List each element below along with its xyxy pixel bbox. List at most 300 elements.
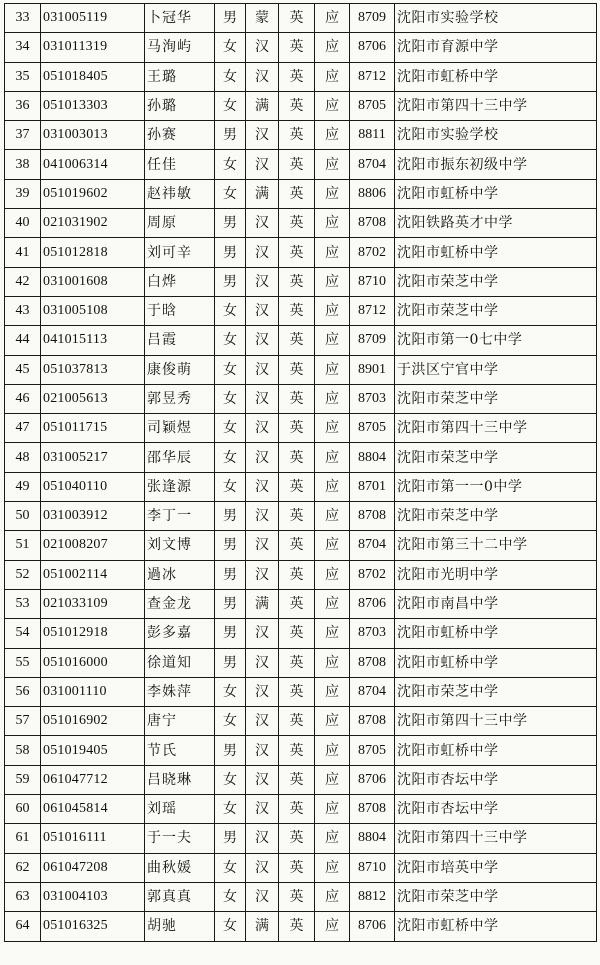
student-language-cell: 英 bbox=[279, 209, 315, 238]
table-row bbox=[5, 882, 597, 911]
student-type-cell: 应 bbox=[315, 33, 350, 62]
student-name-cell: 刘文博 bbox=[145, 531, 215, 560]
table-row bbox=[5, 267, 597, 296]
row-number-cell: 43 bbox=[5, 296, 41, 325]
table-row bbox=[5, 296, 597, 325]
exam-code-cell: 8804 bbox=[350, 443, 395, 472]
student-type-cell: 应 bbox=[315, 795, 350, 824]
table-row bbox=[5, 238, 597, 267]
student-language-cell: 英 bbox=[279, 824, 315, 853]
student-id-cell: 021031902 bbox=[41, 209, 145, 238]
table-row bbox=[5, 824, 597, 853]
student-sex-cell: 男 bbox=[215, 736, 246, 765]
student-language-cell: 英 bbox=[279, 648, 315, 677]
student-id-cell: 051011715 bbox=[41, 414, 145, 443]
student-id-cell: 051012818 bbox=[41, 238, 145, 267]
student-language-cell: 英 bbox=[279, 150, 315, 179]
table-row bbox=[5, 62, 597, 91]
student-name-cell: 查金龙 bbox=[145, 589, 215, 618]
student-type-cell: 应 bbox=[315, 912, 350, 941]
student-ethnicity-cell: 汉 bbox=[246, 150, 279, 179]
exam-code-cell: 8705 bbox=[350, 91, 395, 120]
exam-code-cell: 8804 bbox=[350, 824, 395, 853]
student-ethnicity-cell: 汉 bbox=[246, 33, 279, 62]
student-id-cell: 051016111 bbox=[41, 824, 145, 853]
exam-code-cell: 8706 bbox=[350, 765, 395, 794]
student-sex-cell: 女 bbox=[215, 355, 246, 384]
student-language-cell: 英 bbox=[279, 560, 315, 589]
student-id-cell: 051019602 bbox=[41, 179, 145, 208]
student-type-cell: 应 bbox=[315, 443, 350, 472]
student-language-cell: 英 bbox=[279, 179, 315, 208]
student-type-cell: 应 bbox=[315, 531, 350, 560]
table-row bbox=[5, 150, 597, 179]
table-row bbox=[5, 472, 597, 501]
student-name-cell: 唐宁 bbox=[145, 707, 215, 736]
exam-code-cell: 8708 bbox=[350, 795, 395, 824]
student-id-cell: 041015113 bbox=[41, 326, 145, 355]
school-name-cell: 沈阳市虹桥中学 bbox=[395, 912, 597, 941]
row-number-cell: 62 bbox=[5, 853, 41, 882]
exam-code-cell: 8811 bbox=[350, 121, 395, 150]
student-type-cell: 应 bbox=[315, 824, 350, 853]
student-sex-cell: 女 bbox=[215, 707, 246, 736]
exam-code-cell: 8812 bbox=[350, 882, 395, 911]
row-number-cell: 63 bbox=[5, 882, 41, 911]
exam-code-cell: 8706 bbox=[350, 589, 395, 618]
student-sex-cell: 男 bbox=[215, 589, 246, 618]
student-ethnicity-cell: 汉 bbox=[246, 765, 279, 794]
student-sex-cell: 男 bbox=[215, 121, 246, 150]
row-number-cell: 60 bbox=[5, 795, 41, 824]
student-ethnicity-cell: 满 bbox=[246, 179, 279, 208]
exam-code-cell: 8704 bbox=[350, 150, 395, 179]
row-number-cell: 61 bbox=[5, 824, 41, 853]
school-name-cell: 沈阳市第四十三中学 bbox=[395, 91, 597, 120]
school-name-cell: 沈阳市荣芝中学 bbox=[395, 384, 597, 413]
student-name-cell: 王璐 bbox=[145, 62, 215, 91]
student-sex-cell: 女 bbox=[215, 853, 246, 882]
student-sex-cell: 女 bbox=[215, 765, 246, 794]
exam-code-cell: 8708 bbox=[350, 648, 395, 677]
student-type-cell: 应 bbox=[315, 121, 350, 150]
student-type-cell: 应 bbox=[315, 91, 350, 120]
exam-code-cell: 8708 bbox=[350, 502, 395, 531]
student-name-cell: 邵华辰 bbox=[145, 443, 215, 472]
student-language-cell: 英 bbox=[279, 736, 315, 765]
student-type-cell: 应 bbox=[315, 677, 350, 706]
school-name-cell: 沈阳市虹桥中学 bbox=[395, 648, 597, 677]
table-row bbox=[5, 326, 597, 355]
school-name-cell: 沈阳市荣芝中学 bbox=[395, 677, 597, 706]
school-name-cell: 沈阳市虹桥中学 bbox=[395, 619, 597, 648]
school-name-cell: 沈阳铁路英才中学 bbox=[395, 209, 597, 238]
student-ethnicity-cell: 满 bbox=[246, 912, 279, 941]
student-ethnicity-cell: 汉 bbox=[246, 502, 279, 531]
student-language-cell: 英 bbox=[279, 91, 315, 120]
table-row bbox=[5, 4, 597, 33]
table-row bbox=[5, 502, 597, 531]
student-language-cell: 英 bbox=[279, 384, 315, 413]
student-id-cell: 061045814 bbox=[41, 795, 145, 824]
row-number-cell: 49 bbox=[5, 472, 41, 501]
student-ethnicity-cell: 汉 bbox=[246, 560, 279, 589]
exam-code-cell: 8706 bbox=[350, 912, 395, 941]
student-name-cell: 白烨 bbox=[145, 267, 215, 296]
student-roster-table bbox=[4, 3, 597, 942]
table-row bbox=[5, 121, 597, 150]
student-language-cell: 英 bbox=[279, 882, 315, 911]
school-name-cell: 沈阳市荣芝中学 bbox=[395, 502, 597, 531]
school-name-cell: 沈阳市实验学校 bbox=[395, 4, 597, 33]
student-ethnicity-cell: 汉 bbox=[246, 472, 279, 501]
student-id-cell: 031005217 bbox=[41, 443, 145, 472]
student-name-cell: 赵祎敏 bbox=[145, 179, 215, 208]
student-sex-cell: 男 bbox=[215, 648, 246, 677]
student-sex-cell: 女 bbox=[215, 150, 246, 179]
table-row bbox=[5, 736, 597, 765]
exam-code-cell: 8710 bbox=[350, 853, 395, 882]
school-name-cell: 沈阳市第四十三中学 bbox=[395, 414, 597, 443]
student-ethnicity-cell: 汉 bbox=[246, 414, 279, 443]
row-number-cell: 51 bbox=[5, 531, 41, 560]
school-name-cell: 沈阳市荣芝中学 bbox=[395, 296, 597, 325]
student-type-cell: 应 bbox=[315, 765, 350, 794]
row-number-cell: 50 bbox=[5, 502, 41, 531]
school-name-cell: 沈阳市杏坛中学 bbox=[395, 765, 597, 794]
student-sex-cell: 女 bbox=[215, 384, 246, 413]
student-language-cell: 英 bbox=[279, 619, 315, 648]
row-number-cell: 59 bbox=[5, 765, 41, 794]
student-sex-cell: 女 bbox=[215, 795, 246, 824]
student-id-cell: 051040110 bbox=[41, 472, 145, 501]
student-ethnicity-cell: 汉 bbox=[246, 355, 279, 384]
student-id-cell: 051037813 bbox=[41, 355, 145, 384]
student-id-cell: 031004103 bbox=[41, 882, 145, 911]
table-row bbox=[5, 648, 597, 677]
student-language-cell: 英 bbox=[279, 912, 315, 941]
student-type-cell: 应 bbox=[315, 179, 350, 208]
student-ethnicity-cell: 汉 bbox=[246, 619, 279, 648]
student-sex-cell: 男 bbox=[215, 209, 246, 238]
school-name-cell: 沈阳市荣芝中学 bbox=[395, 443, 597, 472]
student-sex-cell: 女 bbox=[215, 33, 246, 62]
student-language-cell: 英 bbox=[279, 267, 315, 296]
student-ethnicity-cell: 汉 bbox=[246, 648, 279, 677]
student-id-cell: 021033109 bbox=[41, 589, 145, 618]
student-id-cell: 051002114 bbox=[41, 560, 145, 589]
student-id-cell: 031005119 bbox=[41, 4, 145, 33]
student-type-cell: 应 bbox=[315, 619, 350, 648]
school-name-cell: 沈阳市第三十二中学 bbox=[395, 531, 597, 560]
student-id-cell: 051013303 bbox=[41, 91, 145, 120]
student-language-cell: 英 bbox=[279, 121, 315, 150]
student-sex-cell: 女 bbox=[215, 472, 246, 501]
student-ethnicity-cell: 满 bbox=[246, 91, 279, 120]
school-name-cell: 沈阳市光明中学 bbox=[395, 560, 597, 589]
row-number-cell: 33 bbox=[5, 4, 41, 33]
exam-code-cell: 8706 bbox=[350, 33, 395, 62]
student-ethnicity-cell: 汉 bbox=[246, 531, 279, 560]
student-type-cell: 应 bbox=[315, 238, 350, 267]
exam-code-cell: 8712 bbox=[350, 296, 395, 325]
exam-code-cell: 8806 bbox=[350, 179, 395, 208]
row-number-cell: 46 bbox=[5, 384, 41, 413]
student-id-cell: 031005108 bbox=[41, 296, 145, 325]
student-language-cell: 英 bbox=[279, 795, 315, 824]
student-id-cell: 051019405 bbox=[41, 736, 145, 765]
exam-code-cell: 8702 bbox=[350, 560, 395, 589]
student-name-cell: 孙璐 bbox=[145, 91, 215, 120]
table-row bbox=[5, 179, 597, 208]
school-name-cell: 沈阳市培英中学 bbox=[395, 853, 597, 882]
row-number-cell: 53 bbox=[5, 589, 41, 618]
student-name-cell: 于晗 bbox=[145, 296, 215, 325]
table-row bbox=[5, 765, 597, 794]
school-name-cell: 沈阳市第一一0中学 bbox=[395, 472, 597, 501]
school-name-cell: 于洪区宁官中学 bbox=[395, 355, 597, 384]
student-type-cell: 应 bbox=[315, 589, 350, 618]
student-type-cell: 应 bbox=[315, 472, 350, 501]
student-language-cell: 英 bbox=[279, 472, 315, 501]
row-number-cell: 52 bbox=[5, 560, 41, 589]
student-name-cell: 康俊萌 bbox=[145, 355, 215, 384]
table-row bbox=[5, 355, 597, 384]
student-sex-cell: 女 bbox=[215, 91, 246, 120]
student-ethnicity-cell: 满 bbox=[246, 589, 279, 618]
table-row bbox=[5, 560, 597, 589]
student-sex-cell: 男 bbox=[215, 4, 246, 33]
exam-code-cell: 8709 bbox=[350, 4, 395, 33]
exam-code-cell: 8705 bbox=[350, 414, 395, 443]
student-language-cell: 英 bbox=[279, 296, 315, 325]
student-name-cell: 李姝萍 bbox=[145, 677, 215, 706]
student-language-cell: 英 bbox=[279, 33, 315, 62]
student-name-cell: 周原 bbox=[145, 209, 215, 238]
table-row bbox=[5, 414, 597, 443]
student-sex-cell: 男 bbox=[215, 824, 246, 853]
row-number-cell: 57 bbox=[5, 707, 41, 736]
row-number-cell: 41 bbox=[5, 238, 41, 267]
student-name-cell: 任佳 bbox=[145, 150, 215, 179]
exam-code-cell: 8701 bbox=[350, 472, 395, 501]
student-type-cell: 应 bbox=[315, 736, 350, 765]
student-ethnicity-cell: 汉 bbox=[246, 121, 279, 150]
exam-code-cell: 8710 bbox=[350, 267, 395, 296]
student-type-cell: 应 bbox=[315, 502, 350, 531]
table-row bbox=[5, 912, 597, 941]
table-row bbox=[5, 33, 597, 62]
table-row bbox=[5, 209, 597, 238]
student-sex-cell: 男 bbox=[215, 502, 246, 531]
student-sex-cell: 男 bbox=[215, 560, 246, 589]
student-name-cell: 刘可辛 bbox=[145, 238, 215, 267]
table-row bbox=[5, 443, 597, 472]
student-name-cell: 节氏 bbox=[145, 736, 215, 765]
student-name-cell: 李丁一 bbox=[145, 502, 215, 531]
row-number-cell: 37 bbox=[5, 121, 41, 150]
school-name-cell: 沈阳市荣芝中学 bbox=[395, 882, 597, 911]
student-name-cell: 卜冠华 bbox=[145, 4, 215, 33]
student-ethnicity-cell: 汉 bbox=[246, 882, 279, 911]
student-sex-cell: 女 bbox=[215, 882, 246, 911]
student-sex-cell: 女 bbox=[215, 326, 246, 355]
exam-code-cell: 8708 bbox=[350, 209, 395, 238]
student-type-cell: 应 bbox=[315, 355, 350, 384]
school-name-cell: 沈阳市虹桥中学 bbox=[395, 736, 597, 765]
student-ethnicity-cell: 汉 bbox=[246, 707, 279, 736]
student-sex-cell: 女 bbox=[215, 677, 246, 706]
row-number-cell: 44 bbox=[5, 326, 41, 355]
student-language-cell: 英 bbox=[279, 589, 315, 618]
student-id-cell: 031003912 bbox=[41, 502, 145, 531]
student-language-cell: 英 bbox=[279, 765, 315, 794]
row-number-cell: 54 bbox=[5, 619, 41, 648]
student-language-cell: 英 bbox=[279, 414, 315, 443]
row-number-cell: 56 bbox=[5, 677, 41, 706]
student-type-cell: 应 bbox=[315, 150, 350, 179]
student-type-cell: 应 bbox=[315, 62, 350, 91]
student-id-cell: 031011319 bbox=[41, 33, 145, 62]
student-name-cell: 刘瑶 bbox=[145, 795, 215, 824]
student-language-cell: 英 bbox=[279, 62, 315, 91]
student-id-cell: 021005613 bbox=[41, 384, 145, 413]
school-name-cell: 沈阳市第四十三中学 bbox=[395, 824, 597, 853]
student-ethnicity-cell: 汉 bbox=[246, 238, 279, 267]
student-sex-cell: 女 bbox=[215, 179, 246, 208]
student-language-cell: 英 bbox=[279, 238, 315, 267]
student-type-cell: 应 bbox=[315, 560, 350, 589]
school-name-cell: 沈阳市荣芝中学 bbox=[395, 267, 597, 296]
student-language-cell: 英 bbox=[279, 355, 315, 384]
row-number-cell: 48 bbox=[5, 443, 41, 472]
table-row bbox=[5, 589, 597, 618]
student-ethnicity-cell: 汉 bbox=[246, 853, 279, 882]
student-name-cell: 彭多嘉 bbox=[145, 619, 215, 648]
student-ethnicity-cell: 汉 bbox=[246, 824, 279, 853]
student-type-cell: 应 bbox=[315, 326, 350, 355]
student-type-cell: 应 bbox=[315, 882, 350, 911]
student-id-cell: 061047208 bbox=[41, 853, 145, 882]
student-ethnicity-cell: 汉 bbox=[246, 62, 279, 91]
student-sex-cell: 男 bbox=[215, 238, 246, 267]
exam-code-cell: 8901 bbox=[350, 355, 395, 384]
table-row bbox=[5, 677, 597, 706]
student-language-cell: 英 bbox=[279, 853, 315, 882]
student-sex-cell: 男 bbox=[215, 619, 246, 648]
exam-code-cell: 8703 bbox=[350, 384, 395, 413]
student-name-cell: 马洵屿 bbox=[145, 33, 215, 62]
student-name-cell: 孙赛 bbox=[145, 121, 215, 150]
row-number-cell: 34 bbox=[5, 33, 41, 62]
student-id-cell: 051012918 bbox=[41, 619, 145, 648]
school-name-cell: 沈阳市第一0七中学 bbox=[395, 326, 597, 355]
student-id-cell: 021008207 bbox=[41, 531, 145, 560]
row-number-cell: 39 bbox=[5, 179, 41, 208]
row-number-cell: 45 bbox=[5, 355, 41, 384]
school-name-cell: 沈阳市南昌中学 bbox=[395, 589, 597, 618]
row-number-cell: 40 bbox=[5, 209, 41, 238]
table-row bbox=[5, 795, 597, 824]
student-name-cell: 于一夫 bbox=[145, 824, 215, 853]
school-name-cell: 沈阳市振东初级中学 bbox=[395, 150, 597, 179]
student-id-cell: 031003013 bbox=[41, 121, 145, 150]
student-type-cell: 应 bbox=[315, 384, 350, 413]
student-sex-cell: 女 bbox=[215, 414, 246, 443]
student-ethnicity-cell: 汉 bbox=[246, 209, 279, 238]
school-name-cell: 沈阳市第四十三中学 bbox=[395, 707, 597, 736]
table-row bbox=[5, 853, 597, 882]
school-name-cell: 沈阳市育源中学 bbox=[395, 33, 597, 62]
student-ethnicity-cell: 汉 bbox=[246, 296, 279, 325]
student-name-cell: 吕霞 bbox=[145, 326, 215, 355]
student-language-cell: 英 bbox=[279, 707, 315, 736]
student-ethnicity-cell: 汉 bbox=[246, 677, 279, 706]
student-language-cell: 英 bbox=[279, 677, 315, 706]
school-name-cell: 沈阳市虹桥中学 bbox=[395, 238, 597, 267]
student-language-cell: 英 bbox=[279, 502, 315, 531]
student-name-cell: 吕晓琳 bbox=[145, 765, 215, 794]
student-type-cell: 应 bbox=[315, 853, 350, 882]
table-row bbox=[5, 91, 597, 120]
student-ethnicity-cell: 汉 bbox=[246, 736, 279, 765]
row-number-cell: 36 bbox=[5, 91, 41, 120]
exam-code-cell: 8702 bbox=[350, 238, 395, 267]
student-id-cell: 031001608 bbox=[41, 267, 145, 296]
student-id-cell: 051018405 bbox=[41, 62, 145, 91]
student-id-cell: 051016325 bbox=[41, 912, 145, 941]
student-id-cell: 041006314 bbox=[41, 150, 145, 179]
student-name-cell: 司颖煜 bbox=[145, 414, 215, 443]
row-number-cell: 58 bbox=[5, 736, 41, 765]
student-type-cell: 应 bbox=[315, 707, 350, 736]
student-name-cell: 郭昱秀 bbox=[145, 384, 215, 413]
student-sex-cell: 男 bbox=[215, 267, 246, 296]
row-number-cell: 42 bbox=[5, 267, 41, 296]
exam-code-cell: 8709 bbox=[350, 326, 395, 355]
student-type-cell: 应 bbox=[315, 209, 350, 238]
student-id-cell: 031001110 bbox=[41, 677, 145, 706]
student-type-cell: 应 bbox=[315, 648, 350, 677]
exam-code-cell: 8712 bbox=[350, 62, 395, 91]
table-row bbox=[5, 384, 597, 413]
student-ethnicity-cell: 汉 bbox=[246, 443, 279, 472]
student-type-cell: 应 bbox=[315, 296, 350, 325]
student-ethnicity-cell: 汉 bbox=[246, 384, 279, 413]
student-sex-cell: 女 bbox=[215, 296, 246, 325]
student-type-cell: 应 bbox=[315, 267, 350, 296]
student-name-cell: 過冰 bbox=[145, 560, 215, 589]
school-name-cell: 沈阳市实验学校 bbox=[395, 121, 597, 150]
exam-code-cell: 8708 bbox=[350, 707, 395, 736]
student-ethnicity-cell: 汉 bbox=[246, 795, 279, 824]
exam-code-cell: 8704 bbox=[350, 677, 395, 706]
student-language-cell: 英 bbox=[279, 531, 315, 560]
school-name-cell: 沈阳市杏坛中学 bbox=[395, 795, 597, 824]
exam-code-cell: 8703 bbox=[350, 619, 395, 648]
student-id-cell: 051016902 bbox=[41, 707, 145, 736]
table-row bbox=[5, 707, 597, 736]
student-id-cell: 061047712 bbox=[41, 765, 145, 794]
student-name-cell: 郭真真 bbox=[145, 882, 215, 911]
student-name-cell: 徐道知 bbox=[145, 648, 215, 677]
table-row bbox=[5, 619, 597, 648]
roster-body bbox=[5, 4, 597, 942]
student-language-cell: 英 bbox=[279, 443, 315, 472]
student-language-cell: 英 bbox=[279, 4, 315, 33]
exam-code-cell: 8704 bbox=[350, 531, 395, 560]
student-name-cell: 曲秋媛 bbox=[145, 853, 215, 882]
